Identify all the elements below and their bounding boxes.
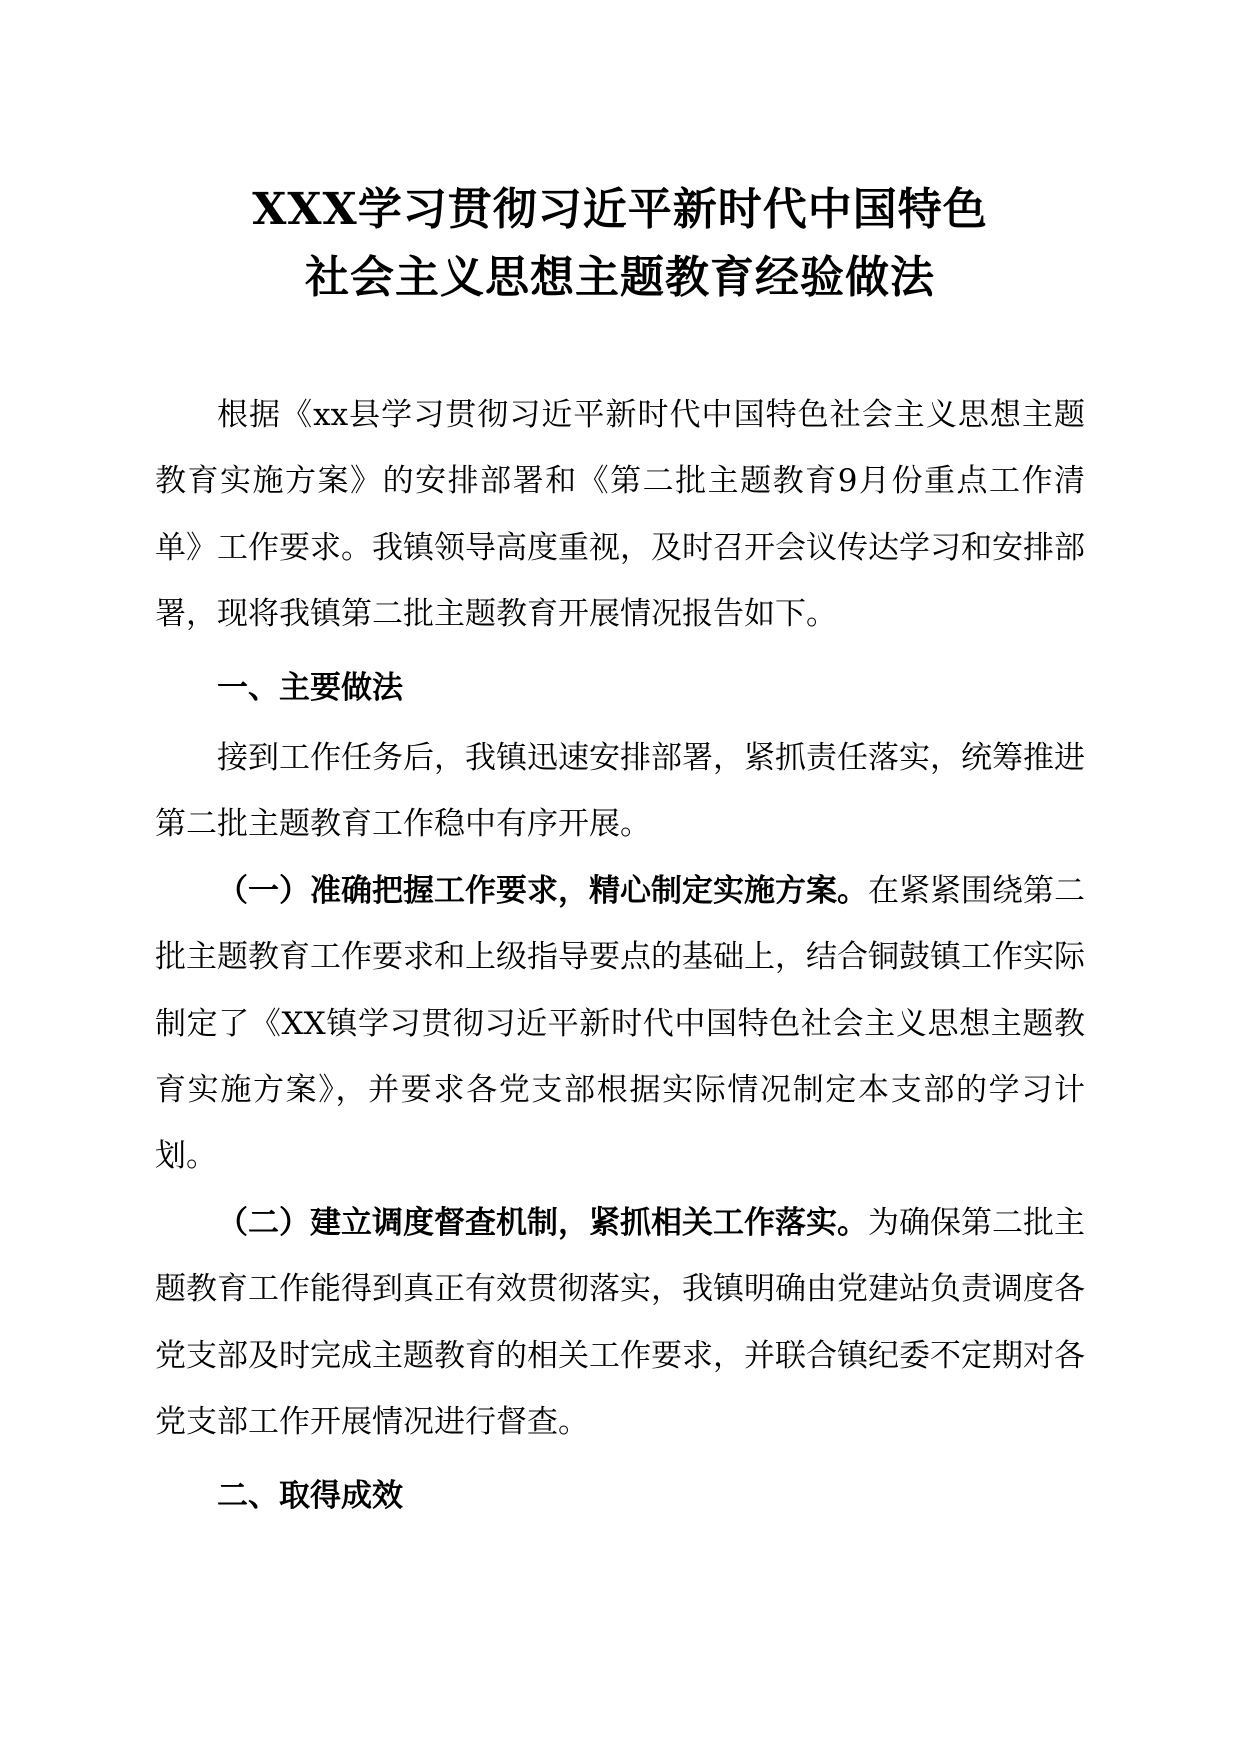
item-text-1: 在紧紧围绕第二批主题教育工作要求和上级指导要点的基础上，结合铜鼓镇工作实际制定了《XX镇学习贯彻习近平新时代中国特色社会主义思想主题教育实施方案》，并要求各党支部根据实际情况制定本支部的学习计划。: [155, 872, 1085, 1175]
item-lead-1: （一）准确把握工作要求，精心制定实施方案。: [217, 872, 868, 909]
item-paragraph-2: [155, 1190, 1085, 1456]
section-heading-results: 二、取得成效: [217, 1477, 403, 1514]
document-title-line-1: XXX学习贯彻习近平新时代中国特色: [252, 184, 988, 235]
document-body: [155, 382, 1085, 1533]
section-summary-paragraph: 接到工作任务后，我镇迅速安排部署，紧抓责任落实，统筹推进第二批主题教育工作稳中有序开展。: [155, 740, 1085, 843]
item-paragraph-1: [155, 858, 1085, 1190]
section-heading-main-practices: 一、主要做法: [217, 669, 403, 706]
document-title-line-2: 社会主义思想主题教育经验做法: [305, 252, 935, 303]
item-text-2: 为确保第二批主题教育工作能得到真正有效贯彻落实，我镇明确由党建站负责调度各党支部及时完成主题教育的相关工作要求，并联合镇纪委不定期对各党支部工作开展情况进行督查。: [155, 1204, 1085, 1441]
intro-paragraph: 根据《xx县学习贯彻习近平新时代中国特色社会主义思想主题教育实施方案》的安排部署和《第二批主题教育9月份重点工作清单》工作要求。我镇领导高度重视，及时召开会议传达学习和安排部署，现将我镇第二批主题教育开展情况报告如下。: [155, 397, 1085, 633]
item-lead-2: （二）建立调度督查机制，紧抓相关工作落实。: [217, 1204, 868, 1241]
